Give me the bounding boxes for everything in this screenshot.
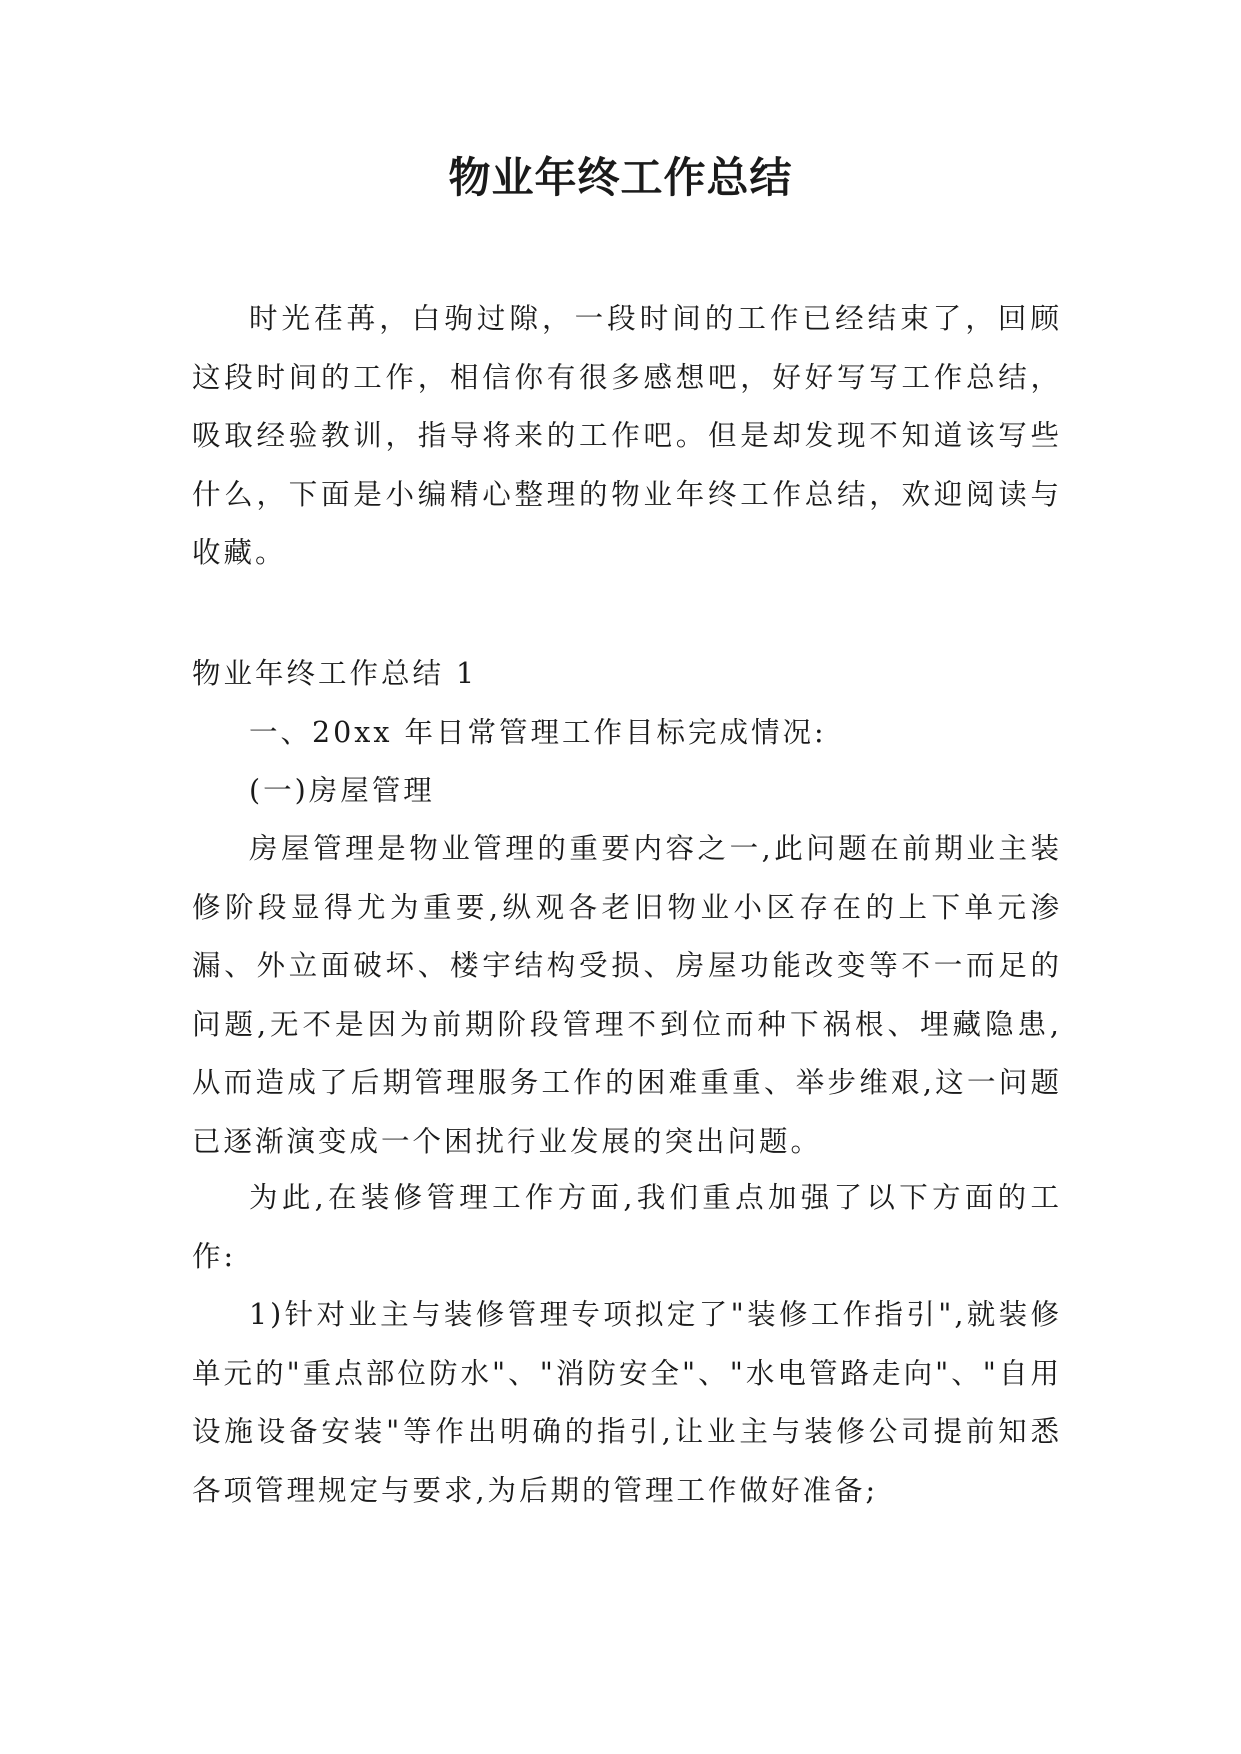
section-heading: 物业年终工作总结 1 [192,657,478,690]
intro-paragraph: 时光荏苒，白驹过隙，一段时间的工作已经结束了，回顾这段时间的工作，相信你有很多感想吧，好好写写工作总结，吸取经验教训，指导将来的工作吧。但是却发现不知道该写些什么，下面是小编精心整理的物业年终工作总结，欢迎阅读与收藏。 [192,302,1062,569]
therefore-paragraph: 为此,在装修管理工作方面,我们重点加强了以下方面的工作: [192,1181,1062,1273]
housing-paragraph: 房屋管理是物业管理的重要内容之一,此问题在前期业主装修阶段显得尤为重要,纵观各老旧物业小区存在的上下单元渗漏、外立面破坏、楼宇结构受损、房屋功能改变等不一而足的问题,无不是因为前期阶段管理不到位而种下祸根、埋藏隐患,从而造成了后期管理服务工作的困难重重、举步维艰,这一问题已逐渐演变成一个困扰行业发展的突出问题。 [192,832,1062,1158]
document-title: 物业年终工作总结 [448,153,793,202]
measure-paragraph: 1)针对业主与装修管理专项拟定了"装修工作指引",就装修单元的"重点部位防水"、"消防安全"、"水电管路走向"、"自用设施设备安装"等作出明确的指引,让业主与装修公司提前知悉各项管理规定与要求,为后期的管理工作做好准备; [192,1298,1062,1507]
subheading-housing: (一)房屋管理 [249,774,435,807]
item-heading: 一、20xx 年日常管理工作目标完成情况: [249,716,827,749]
